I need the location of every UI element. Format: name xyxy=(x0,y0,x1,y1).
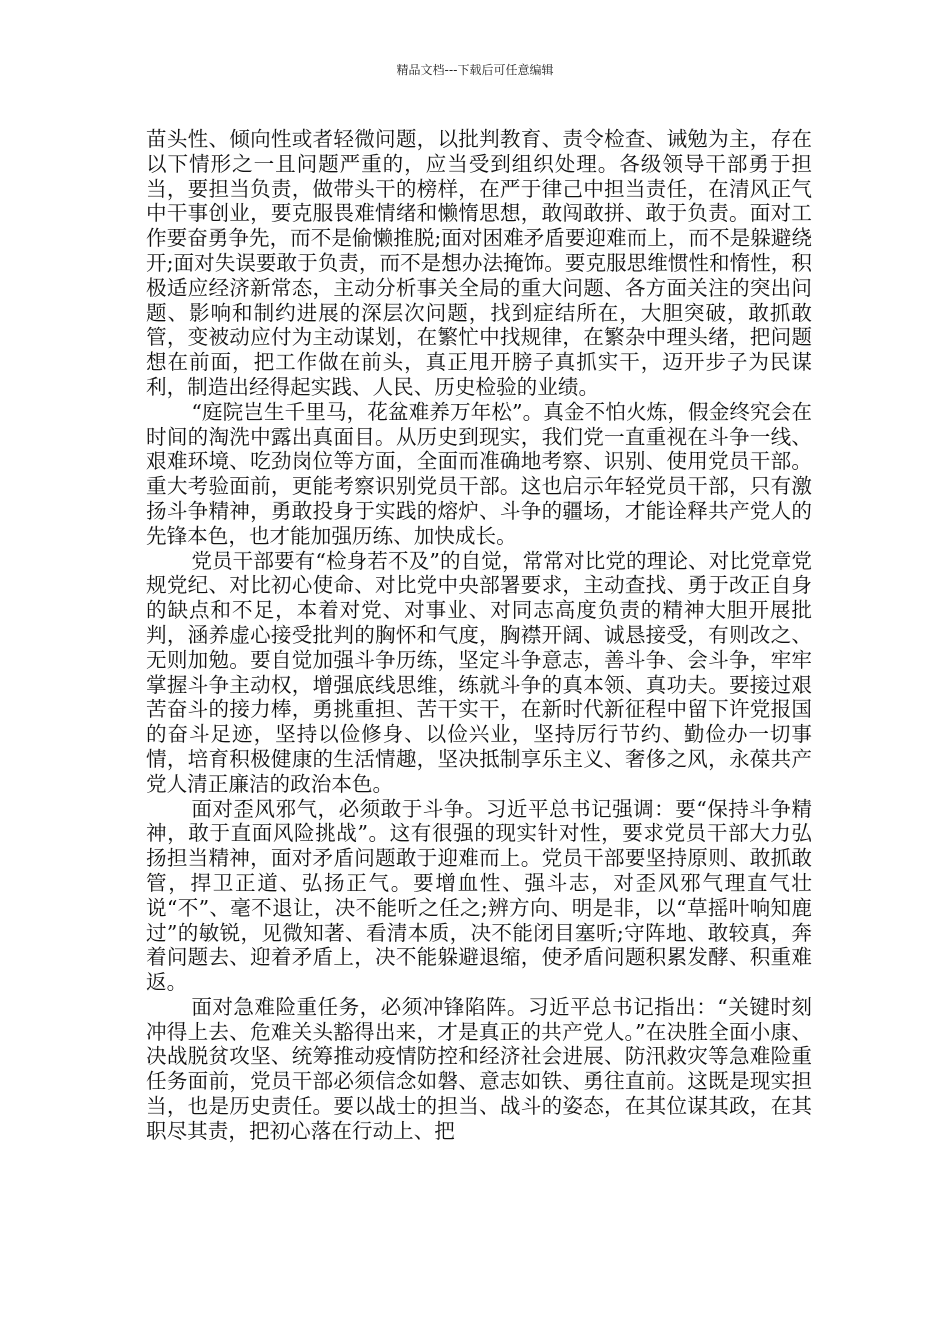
paragraph-1: 苗头性、倾向性或者轻微问题，以批判教育、责令检查、诫勉为主，存在以下情形之一且问题严重的，应当受到组织处理。各级领导干部勇于担当，要担当负责，做带头干的榜样，在严于律己中担当责任，在清风正气中干事创业，要克服畏难情绪和懒惰思想，敢闯敢拼、敢于负责。面对工作要奋勇争先，而不是偷懒推脱;面对困难矛盾要迎难而上，而不是躲避绕开;面对失误要敢于负责，而不是想办法掩饰。要克服思维惯性和惰性，积极适应经济新常态，主动分析事关全局的重大问题、各方面关注的突出问题、影响和制约进展的深层次问题，找到症结所在，大胆突破，敢抓敢管，变被动应付为主动谋划，在繁忙中找规律，在繁杂中理头绪，把问题想在前面，把工作做在前头，真正甩开膀子真抓实干，迈开步子为民谋利，制造出经得起实践、人民、历史检验的业绩。 xyxy=(146,127,812,399)
paragraph-5: 面对急难险重任务，必须冲锋陷阵。习近平总书记指出：“关键时刻冲得上去、危难关头豁得出来，才是真正的共产党人。”在决胜全面小康、决战脱贫攻坚、统筹推动疫情防控和经济社会进展、防汛救灾等急难险重任务面前，党员干部必须信念如磐、意志如铁、勇往直前。这既是现实担当，也是历史责任。要以战士的担当、战斗的姿态，在其位谋其政，在其职尽其责，把初心落在行动上、把 xyxy=(146,994,812,1143)
page-header: 精品文档---下载后可任意编辑 xyxy=(396,63,554,77)
paragraph-3: 党员干部要有“检身若不及”的自觉，常常对比党的理论、对比党章党规党纪、对比初心使命、对比党中央部署要求，主动查找、勇于改正自身的缺点和不足，本着对党、对事业、对同志高度负责的精神大胆开展批判，涵养虚心接受批判的胸怀和气度，胸襟开阔、诚恳接受，有则改之、无则加勉。要自觉加强斗争历练，坚定斗争意志，善斗争、会斗争，牢牢掌握斗争主动权，增强底线思维，练就斗争的真本领、真功夫。要接过艰苦奋斗的接力棒，勇挑重担、苦干实干，在新时代新征程中留下许党报国的奋斗足迹，坚持以俭修身、以俭兴业，坚持厉行节约、勤俭办一切事情，培育积极健康的生活情趣，坚决抵制享乐主义、奢侈之风，永葆共产党人清正廉洁的政治本色。 xyxy=(146,548,812,796)
paragraph-2: “庭院岂生千里马，花盆难养万年松”。真金不怕火炼，假金终究会在时间的淘洗中露出真面目。从历史到现实，我们党一直重视在斗争一线、艰难环境、吃劲岗位等方面，全面而准确地考察、识别、使用党员干部。重大考验面前，更能考察识别党员干部。这也启示年轻党员干部，只有激扬斗争精神，勇敢投身于实践的熔炉、斗争的疆场，才能诠释共产党人的先锋本色，也才能加强历练、加快成长。 xyxy=(146,399,812,548)
document-body xyxy=(146,127,812,1144)
paragraph-4: 面对歪风邪气，必须敢于斗争。习近平总书记强调：要“保持斗争精神，敢于直面风险挑战”。这有很强的现实针对性，要求党员干部大力弘扬担当精神，面对矛盾问题敢于迎难而上。党员干部要坚持原则、敢抓敢管，捍卫正道、弘扬正气。要增血性、强斗志，对歪风邪气理直气壮说“不”、毫不退让，决不能听之任之;辨方向、明是非，以“草摇叶响知鹿过”的敏锐，见微知著、看清本质，决不能闭目塞听;守阵地、敢较真，奔着问题去、迎着矛盾上，决不能躲避退缩，使矛盾问题积累发酵、积重难返。 xyxy=(146,796,812,995)
